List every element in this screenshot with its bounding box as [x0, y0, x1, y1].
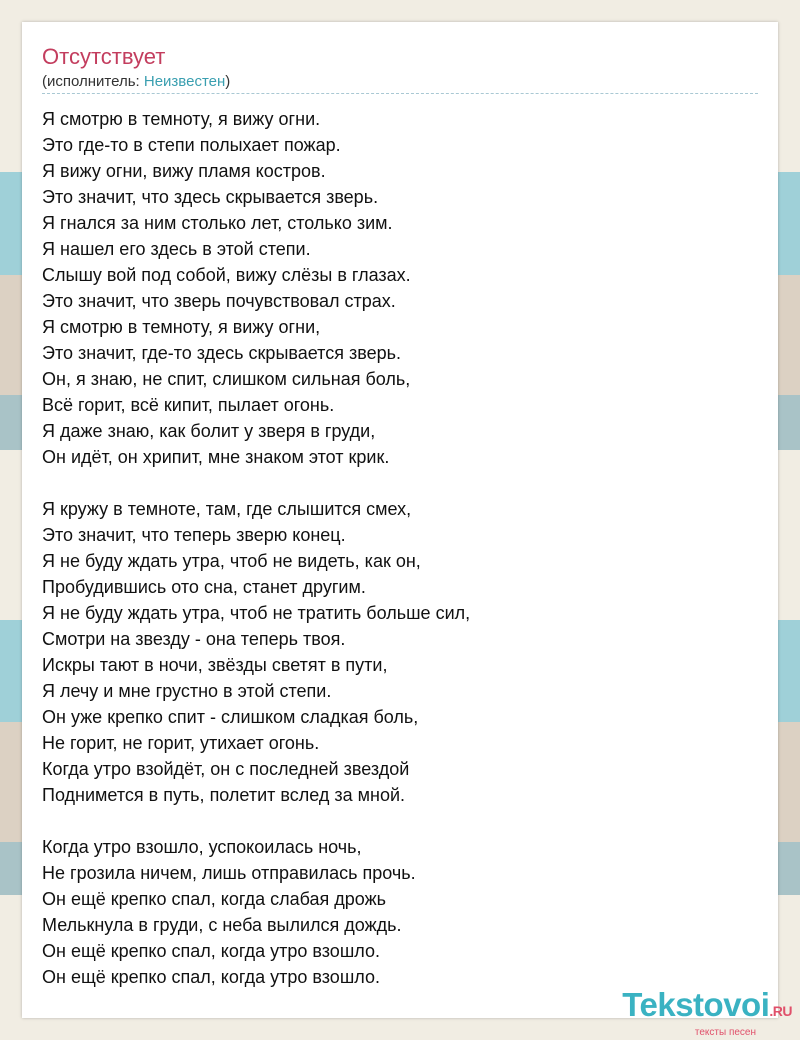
lyric-line: Это где-то в степи полыхает пожар. [42, 135, 341, 155]
lyric-line: Это значит, что здесь скрывается зверь. [42, 187, 379, 207]
logo-name: Tekstovoi [622, 986, 770, 1023]
logo-wordmark [622, 987, 792, 1029]
lyric-line: Он, я знаю, не спит, слишком сильная боль, [42, 369, 411, 389]
divider [42, 93, 758, 94]
lyric-line: Я вижу огни, вижу пламя костров. [42, 161, 326, 181]
lyric-line: Это значит, что зверь почувствовал страх. [42, 291, 396, 311]
lyric-line: Я не буду ждать утра, чтоб не тратить больше сил, [42, 603, 471, 623]
artist-prefix: (исполнитель: [42, 73, 144, 90]
stanza-3 [42, 834, 758, 990]
lyric-line: Слышу вой под собой, вижу слёзы в глазах. [42, 265, 411, 285]
stanza-1 [42, 106, 758, 470]
stanza-gap [42, 808, 758, 834]
artist-suffix: ) [225, 73, 231, 90]
song-title: Отсутствует [42, 44, 166, 69]
lyric-line: Искры тают в ночи, звёзды светят в пути, [42, 655, 388, 675]
lyric-line: Он уже крепко спит - слишком сладкая боль, [42, 707, 419, 727]
lyric-line: Не грозила ничем, лишь отправилась прочь. [42, 863, 416, 883]
lyric-line: Это значит, где-то здесь скрывается зверь. [42, 343, 401, 363]
lyric-line: Я лечу и мне грустно в этой степи. [42, 681, 332, 701]
lyric-line: Он ещё крепко спал, когда утро взошло. [42, 941, 380, 961]
logo-tld: .RU [769, 1003, 792, 1019]
lyric-line: Когда утро взойдёт, он с последней звездой [42, 759, 410, 779]
lyric-line: Он ещё крепко спал, когда утро взошло. [42, 967, 380, 987]
lyric-line: Я даже знаю, как болит у зверя в груди, [42, 421, 376, 441]
lyric-line: Это значит, что теперь зверю конец. [42, 525, 346, 545]
lyric-line: Мелькнула в груди, с неба вылился дождь. [42, 915, 402, 935]
artist-line [42, 73, 230, 91]
lyric-line: Не горит, не горит, утихает огонь. [42, 733, 320, 753]
lyrics-body [42, 106, 758, 990]
lyric-line: Смотри на звезду - она теперь твоя. [42, 629, 346, 649]
lyric-line: Поднимется в путь, полетит вслед за мной. [42, 785, 406, 805]
logo-tagline: тексты песен [694, 1027, 756, 1038]
lyric-line: Я кружу в темноте, там, где слышится смех, [42, 499, 412, 519]
lyric-line: Когда утро взошло, успокоилась ночь, [42, 837, 362, 857]
stanza-2 [42, 496, 758, 808]
lyric-line: Я смотрю в темноту, я вижу огни. [42, 109, 321, 129]
lyric-line: Я смотрю в темноту, я вижу огни, [42, 317, 321, 337]
lyric-line: Пробудившись ото сна, станет другим. [42, 577, 366, 597]
lyric-line: Он идёт, он хрипит, мне знаком этот крик. [42, 447, 390, 467]
lyrics-card [22, 22, 778, 1018]
lyric-line: Всё горит, всё кипит, пылает огонь. [42, 395, 335, 415]
artist-link[interactable]: Неизвестен [143, 73, 226, 90]
lyric-line: Я не буду ждать утра, чтоб не видеть, как он, [42, 551, 421, 571]
lyric-line: Он ещё крепко спал, когда слабая дрожь [42, 889, 387, 909]
stanza-gap [42, 470, 758, 496]
lyric-line: Я гнался за ним столько лет, столько зим. [42, 213, 393, 233]
site-logo[interactable] [622, 987, 792, 1038]
lyric-line: Я нашел его здесь в этой степи. [42, 239, 311, 259]
